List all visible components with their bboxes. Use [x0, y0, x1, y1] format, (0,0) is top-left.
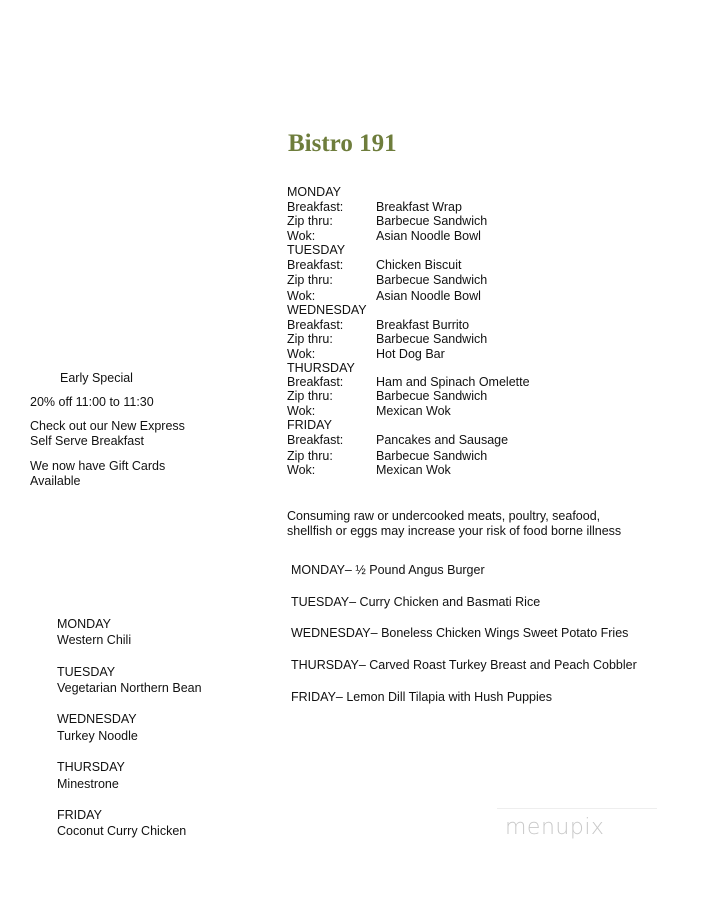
menu-item-label: Breakfast:	[287, 318, 344, 332]
soup-name: Western Chili	[57, 633, 132, 647]
menu-item-label: Zip thru:	[287, 449, 333, 463]
daily-special: MONDAY– ½ Pound Angus Burger	[291, 563, 485, 577]
menu-item-label: Wok:	[287, 404, 316, 418]
day-heading: MONDAY	[287, 185, 341, 199]
menu-item-value: Breakfast Wrap	[376, 200, 462, 214]
menu-item-label: Breakfast:	[287, 375, 344, 389]
page-title: Bistro 191	[288, 130, 397, 157]
menu-item-label: Wok:	[287, 289, 316, 303]
menu-item-value: Asian Noodle Bowl	[376, 229, 481, 243]
soup-name: Minestrone	[57, 777, 119, 791]
menu-item-value: Barbecue Sandwich	[376, 214, 488, 228]
menu-item-value: Barbecue Sandwich	[376, 332, 488, 346]
menu-item-label: Breakfast:	[287, 258, 344, 272]
menu-item-label: Wok:	[287, 229, 316, 243]
watermark-line	[497, 808, 657, 809]
menu-item-label: Breakfast:	[287, 200, 344, 214]
daily-special: TUESDAY– Curry Chicken and Basmati Rice	[291, 595, 541, 609]
soup-day: FRIDAY	[57, 808, 102, 822]
day-heading: THURSDAY	[287, 361, 355, 375]
gift-cards-text: We now have Gift Cards	[30, 459, 166, 473]
menupix-watermark: menupix	[505, 815, 605, 840]
menu-item-value: Chicken Biscuit	[376, 258, 462, 272]
discount-text: 20% off 11:00 to 11:30	[30, 395, 154, 409]
menu-item-label: Breakfast:	[287, 433, 344, 447]
day-heading: TUESDAY	[287, 243, 346, 257]
menu-item-value: Pancakes and Sausage	[376, 433, 509, 447]
daily-special: WEDNESDAY– Boneless Chicken Wings Sweet Potato Fries	[291, 626, 629, 640]
soup-day: WEDNESDAY	[57, 712, 137, 726]
soup-day: THURSDAY	[57, 760, 125, 774]
menu-item-value: Asian Noodle Bowl	[376, 289, 481, 303]
menu-item-value: Barbecue Sandwich	[376, 449, 488, 463]
soup-day: TUESDAY	[57, 665, 116, 679]
early-special-heading: Early Special	[60, 371, 133, 385]
menu-item-label: Zip thru:	[287, 389, 333, 403]
menu-item-label: Wok:	[287, 347, 316, 361]
menu-item-value: Hot Dog Bar	[376, 347, 445, 361]
menu-item-label: Zip thru:	[287, 273, 333, 287]
gift-cards-text-2: Available	[30, 474, 81, 488]
daily-special: THURSDAY– Carved Roast Turkey Breast and Peach Cobbler	[291, 658, 637, 672]
express-text: Check out our New Express	[30, 419, 185, 433]
day-heading: FRIDAY	[287, 418, 332, 432]
daily-special: FRIDAY– Lemon Dill Tilapia with Hush Puppies	[291, 690, 552, 704]
menu-item-value: Barbecue Sandwich	[376, 273, 488, 287]
soup-name: Coconut Curry Chicken	[57, 824, 187, 838]
menu-item-value: Barbecue Sandwich	[376, 389, 488, 403]
menu-item-value: Ham and Spinach Omelette	[376, 375, 530, 389]
soup-name: Turkey Noodle	[57, 729, 138, 743]
express-text-2: Self Serve Breakfast	[30, 434, 144, 448]
soup-name: Vegetarian Northern Bean	[57, 681, 202, 695]
menu-item-value: Mexican Wok	[376, 404, 451, 418]
menu-item-label: Wok:	[287, 463, 316, 477]
day-heading: WEDNESDAY	[287, 303, 367, 317]
menu-item-value: Breakfast Burrito	[376, 318, 470, 332]
disclaimer-line: shellfish or eggs may increase your risk of food borne illness	[287, 524, 622, 538]
menu-item-label: Zip thru:	[287, 214, 333, 228]
soup-day: MONDAY	[57, 617, 111, 631]
disclaimer-line: Consuming raw or undercooked meats, poultry, seafood,	[287, 509, 601, 523]
menu-item-value: Mexican Wok	[376, 463, 451, 477]
menu-item-label: Zip thru:	[287, 332, 333, 346]
